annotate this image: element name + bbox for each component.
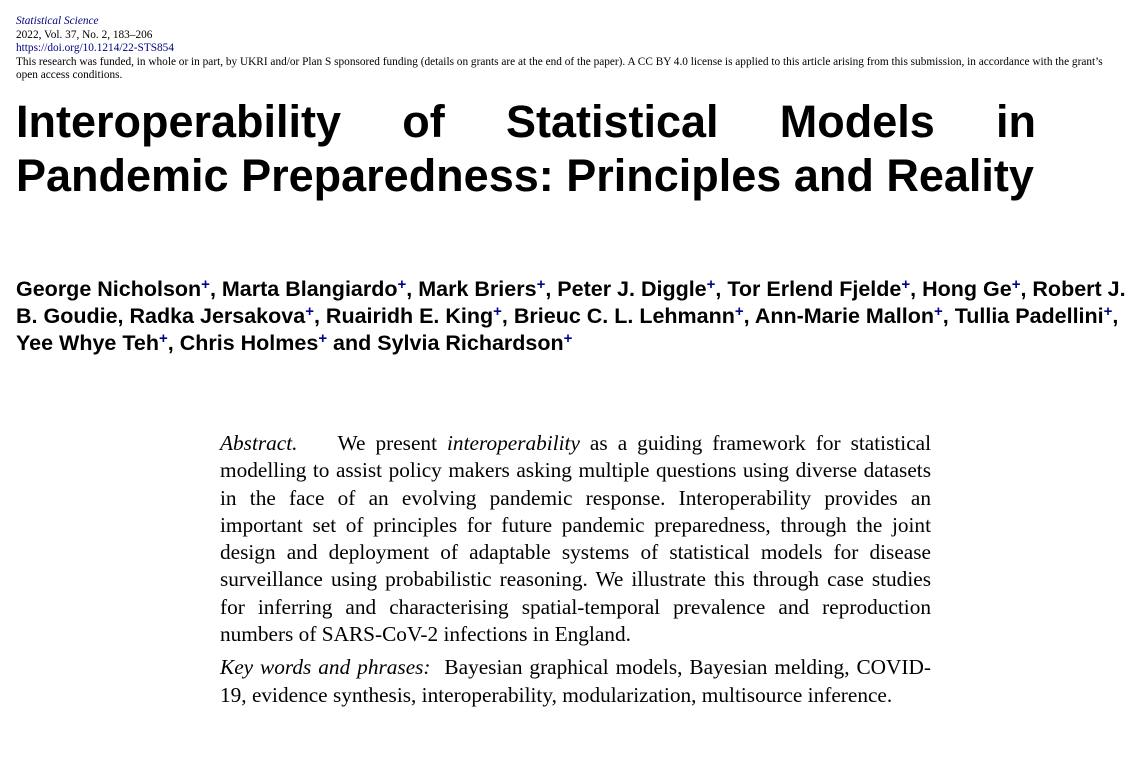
author-separator: ,	[942, 304, 955, 328]
funding-note: This research was funded, in whole or in part, by UKRI and/or Plan S sponsored funding (details on grants are at the end of the paper). A CC BY 4.0 license is applied to this article arising from this submission, in accordance with the grant’s open access conditions.	[16, 55, 1103, 82]
author-separator: ,	[209, 277, 222, 301]
author-affiliation-mark[interactable]: +	[933, 303, 943, 320]
doi-link[interactable]: https://doi.org/10.1214/22-STS854	[16, 42, 174, 55]
author-separator: ,	[501, 304, 514, 328]
author	[727, 277, 922, 301]
keywords-label: Key words and phrases:	[220, 655, 431, 680]
author-separator: ,	[1112, 304, 1119, 328]
author-name: Ann-Marie Mallon	[754, 304, 934, 328]
author-name: Peter J. Diggle	[557, 277, 707, 301]
author	[922, 277, 1032, 301]
volume-line: 2022, Vol. 37, No. 2, 183–206	[16, 28, 153, 41]
paper-title: Interoperability of Statistical Models in Pandemic Preparedness: Principles and Reality	[16, 96, 1036, 201]
author-separator: ,	[167, 331, 180, 355]
author-name: Robert J. B. Goudie	[16, 277, 1126, 328]
author-name: Yee Whye Teh	[16, 331, 159, 355]
author	[514, 304, 755, 328]
keywords-paragraph	[220, 654, 931, 709]
author	[557, 277, 727, 301]
author-separator: and	[327, 331, 378, 355]
author-affiliation-mark[interactable]: +	[1103, 303, 1113, 320]
author-name: Brieuc C. L. Lehmann	[513, 304, 735, 328]
author-affiliation-mark[interactable]: +	[305, 303, 314, 320]
author	[16, 277, 222, 301]
author-name: Radka Jersakova	[129, 304, 306, 328]
keywords-text: Bayesian graphical models, Bayesian melding, COVID-19, evidence synthesis, interoperability, modularization, multisource inference.	[220, 655, 931, 707]
author-name: Mark Briers	[418, 277, 537, 301]
author-affiliation-mark[interactable]: +	[536, 276, 546, 293]
abstract-label: Abstract.	[220, 431, 298, 455]
author-affiliation-mark[interactable]: +	[318, 330, 328, 347]
abstract-text-before: We present	[337, 431, 448, 455]
author	[129, 304, 325, 328]
author-separator: ,	[117, 304, 130, 328]
author-list	[16, 276, 1126, 357]
author-name: Ruairidh E. King	[325, 304, 494, 328]
author-name: Tullia Padellini	[954, 304, 1104, 328]
author-affiliation-mark[interactable]: +	[201, 276, 210, 293]
abstract-emphasis: interoperability	[447, 431, 580, 455]
author	[955, 304, 1119, 328]
author-affiliation-mark[interactable]: +	[563, 330, 573, 347]
author-name: Tor Erlend Fjelde	[727, 277, 902, 301]
author-affiliation-mark[interactable]: +	[706, 276, 716, 293]
abstract-block	[220, 430, 931, 709]
author-separator: ,	[715, 277, 728, 301]
author-name: Chris Holmes	[179, 331, 319, 355]
author-affiliation-mark[interactable]: +	[901, 276, 911, 293]
author-name: George Nicholson	[16, 277, 202, 301]
author	[326, 304, 514, 328]
author	[377, 331, 572, 355]
journal-name-link[interactable]: Statistical Science	[16, 15, 99, 27]
author-separator: ,	[1020, 277, 1033, 301]
author-name: Hong Ge	[922, 277, 1012, 301]
author-separator: ,	[406, 277, 419, 301]
author-affiliation-mark[interactable]: +	[493, 303, 502, 320]
author-separator: ,	[545, 277, 558, 301]
author-name: Marta Blangiardo	[221, 277, 398, 301]
author	[16, 331, 180, 355]
author-affiliation-mark[interactable]: +	[158, 330, 168, 347]
article-header	[16, 15, 1126, 83]
author	[755, 304, 955, 328]
author-name: Sylvia Richardson	[377, 331, 564, 355]
author	[418, 277, 557, 301]
author-separator: ,	[313, 304, 326, 328]
author-separator: ,	[743, 304, 755, 328]
abstract-text-after: as a guiding framework for statistical modelling to assist policy makers asking multiple questions using diverse datasets in the face of an evolving pandemic response. Interoperability provides an important set of principles for future pandemic preparedness, through the joint design and deployment of adaptable systems of statistical models for disease surveillance using probabilistic reasoning. We illustrate this through case studies for inferring and characterising spatial-temporal prevalence and reproduction numbers of SARS-CoV-2 infections in England.	[220, 431, 932, 647]
author	[222, 277, 418, 301]
author-affiliation-mark[interactable]: +	[397, 276, 407, 293]
author-separator: ,	[910, 277, 923, 301]
author	[180, 331, 378, 355]
author-affiliation-mark[interactable]: +	[734, 303, 744, 320]
author-affiliation-mark[interactable]: +	[1011, 276, 1021, 293]
abstract-paragraph	[220, 430, 931, 648]
